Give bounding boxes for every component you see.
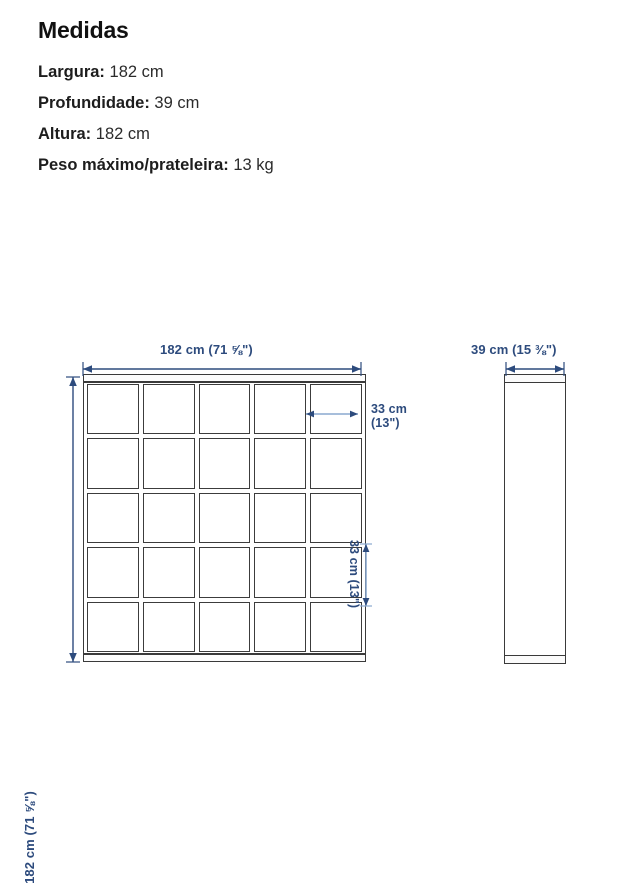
spec-value-peso-maximo: 13 kg	[233, 156, 274, 174]
shelf-cube	[254, 602, 306, 652]
shelf-cube	[254, 547, 306, 597]
shelf-cube	[87, 384, 139, 434]
shelf-cube	[87, 602, 139, 652]
shelf-cube	[143, 547, 195, 597]
shelf-cube	[87, 547, 139, 597]
dimension-label-cube-height-in: (13")	[347, 579, 361, 609]
dimension-label-cube-height	[347, 540, 361, 609]
dimension-label-cube-width-cm: 33 cm	[371, 402, 407, 416]
shelf-cube	[143, 493, 195, 543]
dimension-arrow-height	[66, 374, 80, 666]
shelf-cube	[199, 384, 251, 434]
shelf-cube	[254, 438, 306, 488]
spec-value-profundidade: 39 cm	[154, 94, 200, 112]
dimension-arrow-width	[72, 362, 372, 376]
shelf-cube	[87, 493, 139, 543]
shelf-side-view	[504, 374, 566, 664]
dimension-label-cube-width	[371, 402, 407, 430]
shelf-cube	[199, 493, 251, 543]
shelf-cube	[254, 384, 306, 434]
shelf-cube	[143, 384, 195, 434]
dimension-label-height: 182 cm (71 ⅝")	[21, 791, 37, 884]
dimension-arrow-cube-height	[360, 542, 372, 608]
dimension-label-width: 182 cm (71 ⅝")	[160, 342, 253, 357]
shelf-cube	[143, 602, 195, 652]
spec-label-peso-maximo: Peso máximo/prateleira:	[38, 156, 229, 174]
spec-value-largura: 182 cm	[109, 63, 164, 81]
page-title: Medidas	[38, 17, 129, 44]
dimension-label-cube-width-in: (13")	[371, 416, 400, 430]
shelf-cube	[310, 438, 362, 488]
spec-label-profundidade: Profundidade:	[38, 94, 150, 112]
shelf-cube	[310, 493, 362, 543]
dimension-label-depth: 39 cm (15 ⅜")	[471, 342, 557, 357]
dimension-label-cube-height-cm: 33 cm	[347, 540, 361, 576]
spec-label-largura: Largura:	[38, 63, 105, 81]
spec-row-altura	[38, 125, 150, 144]
dimension-arrow-cube-width	[304, 408, 360, 420]
shelf-cube	[310, 602, 362, 652]
spec-value-altura: 182 cm	[95, 125, 150, 143]
spec-row-largura	[38, 63, 164, 82]
shelf-bottom-panel	[83, 653, 366, 662]
shelf-side-frame	[504, 374, 566, 664]
dimension-diagram	[0, 330, 639, 884]
shelf-cube	[199, 547, 251, 597]
shelf-cube	[143, 438, 195, 488]
shelf-cube-grid	[87, 384, 362, 652]
shelf-cube	[87, 438, 139, 488]
dimension-arrow-depth	[504, 362, 566, 376]
spec-row-peso-maximo	[38, 156, 274, 175]
shelf-cube	[254, 493, 306, 543]
spec-row-profundidade	[38, 94, 199, 113]
spec-label-altura: Altura:	[38, 125, 92, 143]
shelf-side-bottom-panel	[504, 655, 566, 664]
shelf-cube	[199, 438, 251, 488]
shelf-cube	[199, 602, 251, 652]
